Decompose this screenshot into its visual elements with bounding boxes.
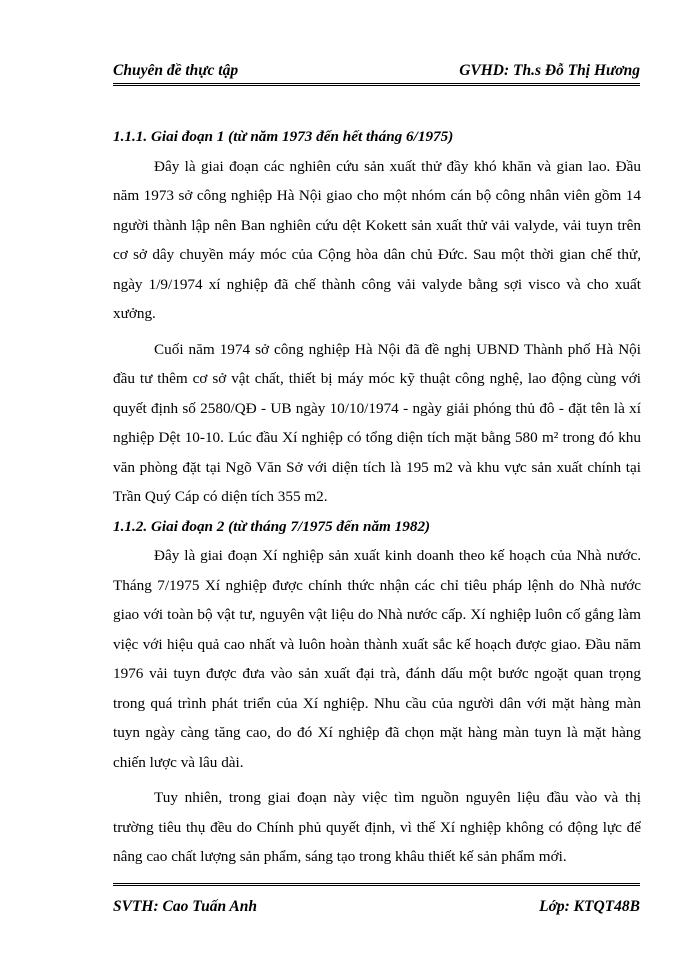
header-advisor: GVHD: Th.s Đỗ Thị Hương (459, 62, 640, 79)
page-header (113, 54, 640, 86)
paragraph: Tuy nhiên, trong giai đoạn này việc tìm nguồn nguyên liệu đầu vào và thị trường tiêu thụ đều do Chính phủ quyết định, vì thế Xí nghiệp không có động lực để nâng cao chất lượng sản phẩm, sáng tạo trong khâu thiết kế sản phẩm mới. (113, 789, 641, 865)
footer-student: SVTH: Cao Tuấn Anh (113, 898, 257, 915)
paragraph: Đây là giai đoạn Xí nghiệp sản xuất kinh doanh theo kế hoạch của Nhà nước. Tháng 7/1975 Xí nghiệp được chính thức nhận các chỉ tiêu pháp lệnh do Nhà nước giao với toàn bộ vật tư, nguyên vật liệu do Nhà nước cấp. Xí nghiệp luôn cố gắng làm việc với hiệu quả cao nhất và luôn hoàn thành xuất sắc kế hoạch được giao. Đầu năm 1976 vải tuyn được đưa vào sản xuất đại trà, đánh dấu một bước ngoặt quan trọng trong quá trình phát triển của Xí nghiệp. Nhu cầu của người dân với mặt hàng màn tuyn ngày càng tăng cao, do đó Xí nghiệp đã chọn mặt hàng màn tuyn là mặt hàng chiến lược và lâu dài. (113, 547, 641, 771)
section-heading-2: 1.1.2. Giai đoạn 2 (từ tháng 7/1975 đến năm 1982) (113, 517, 431, 535)
page-footer (113, 883, 640, 916)
header-report-title: Chuyên đề thực tập (113, 62, 239, 79)
section-heading-1: 1.1.1. Giai đoạn 1 (từ năm 1973 đến hết tháng 6/1975) (113, 128, 454, 145)
paragraph: Đây là giai đoạn các nghiên cứu sản xuất thử đầy khó khăn và gian lao. Đầu năm 1973 sở công nghiệp Hà Nội giao cho một nhóm cán bộ công nhân viên gồm 14 người thành lập nên Ban nghiên cứu dệt Kokett sản xuất thử vải valyde, vải tuyn trên cơ sở dây chuyền máy móc của Cộng hòa dân chủ Đức. Sau một thời gian chế thử, ngày 1/9/1974 xí nghiệp đã chế thành công vải valyde bằng sợi visco và cho xuất xưởng. (113, 157, 641, 322)
document-body (113, 122, 641, 872)
footer-class: Lớp: KTQT48B (539, 898, 640, 915)
paragraph: Cuối năm 1974 sở công nghiệp Hà Nội đã đề nghị UBND Thành phố Hà Nội đầu tư thêm cơ sở vật chất, thiết bị máy móc kỹ thuật công nghệ, lao động cùng với quyết định số 2580/QĐ - UB ngày 10/10/1974 - ngày giải phóng thủ đô - đặt tên là xí nghiệp Dệt 10-10. Lúc đầu Xí nghiệp có tổng diện tích mặt bằng 580 m² trong đó khu văn phòng đặt tại Ngõ Văn Sở với diện tích là 195 m2 và khu vực sản xuất chính tại Trần Quý Cáp có diện tích 355 m2. (113, 340, 641, 505)
